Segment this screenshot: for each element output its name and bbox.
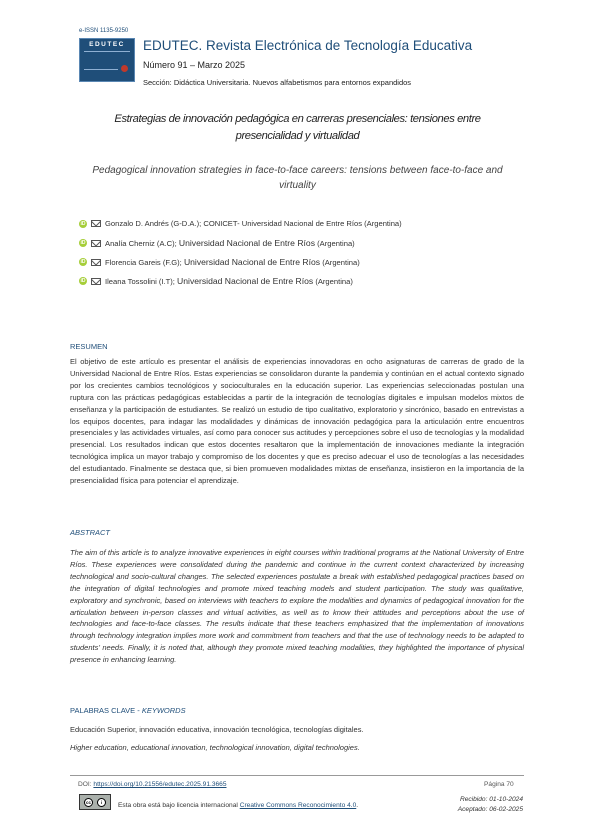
article-title-en: Pedagogical innovation strategies in face-to-face careers: tensions between face-to-face and virtuality: [92, 165, 503, 191]
author-3: [79, 257, 360, 267]
accepted-date: Aceptado: 06-02-2025: [457, 805, 523, 813]
keywords-heading-en: KEYWORDS: [141, 706, 186, 715]
logo-line-lower: [84, 69, 118, 70]
logo-dot-icon: [121, 65, 128, 72]
doi: [78, 781, 227, 788]
keywords-heading-es: PALABRAS CLAVE -: [70, 706, 140, 715]
email-icon[interactable]: [91, 259, 101, 266]
page-number: Página 70: [484, 781, 514, 788]
author-1-text: Gonzalo D. Andrés (G-D.A.); CONICET- Universidad Nacional de Entre Ríos (Argentina): [105, 219, 402, 228]
author-4-affiliation: Universidad Nacional de Entre Ríos: [177, 276, 314, 286]
author-4: [79, 276, 353, 286]
license-text: Esta obra está bajo licencia internacional: [118, 802, 238, 809]
keywords-en: Higher education, educational innovation, technological innovation, digital technologies.: [70, 743, 360, 752]
author-3-country: (Argentina): [322, 257, 360, 267]
by-icon: i: [97, 798, 106, 807]
email-icon[interactable]: [91, 240, 101, 247]
article-title-es: Estrategias de innovación pedagógica en carreras presenciales: tensiones entre presencialidad y virtualidad: [114, 113, 481, 142]
author-2-affiliation: Universidad Nacional de Entre Ríos: [178, 238, 316, 248]
email-icon[interactable]: [91, 278, 101, 285]
section-label: Sección: Didáctica Universitaria. Nuevos alfabetismos para entornos expandidos: [143, 78, 412, 87]
journal-logo: [79, 38, 135, 82]
footer-divider: [70, 775, 524, 776]
received-date: Recibido: 01-10-2024: [459, 796, 523, 803]
issue-number: Número 91 – Marzo 2025: [143, 60, 246, 70]
orcid-icon[interactable]: iD: [80, 240, 86, 246]
license: [118, 802, 358, 809]
issn: e-ISSN 1135-9250: [79, 28, 129, 34]
license-period: .: [356, 802, 359, 809]
dates: [458, 795, 523, 814]
cc-by-badge-icon[interactable]: [79, 794, 111, 810]
logo-text: EDUTEC: [89, 41, 125, 48]
author-2-country: (Argentina): [317, 238, 355, 248]
abstract-heading: ABSTRACT: [70, 528, 111, 537]
author-3-name: Florencia Gareis (F.G);: [105, 257, 182, 267]
license-link[interactable]: Creative Commons Reconocimiento 4.0: [239, 802, 357, 809]
cc-icon: cc: [85, 799, 91, 805]
logo-line: [84, 51, 130, 52]
doi-link[interactable]: https://doi.org/10.21556/edutec.2025.91.3665: [93, 781, 227, 788]
abstract-text: The aim of this article is to analyze innovative experiences in eight courses within traditional programs at the National University of Entre Ríos. These experiences were consolidated during the pandemic and continue in the current context characterized by increasing technological and socio-cultural changes. The selected experiences postulate a break with established pedagogical practices based on the integration of digital technologies and promote mixed teaching models and student participation. The study was qualitative, exploratory and synchronic, based on interviews with teachers to explore the modalities and dynamics of pedagogical innovation for the articulation between in-person classes and virtual activities, as well as to know their attitudes and perceptions about the use of technologies and face-to-face classes. The results indicate that these teachers emphasized that the implementation of innovations through technology integration implies more work and commitment from teachers and that the use of technology needs to be adapted to students’ needs. Finally, it is noted that, although they promote mixed teaching modalities, they highlighted the importance of physical presence in enhancing learning.: [70, 548, 524, 665]
author-4-name: Ileana Tossolini (I.T);: [105, 276, 175, 286]
author-1: [79, 219, 402, 228]
email-icon[interactable]: [91, 220, 101, 227]
doi-label: DOI:: [78, 781, 92, 788]
orcid-icon[interactable]: iD: [80, 220, 86, 227]
journal-title: EDUTEC. Revista Electrónica de Tecnología Educativa: [143, 38, 473, 53]
resumen-heading: RESUMEN: [70, 342, 108, 351]
author-3-affiliation: Universidad Nacional de Entre Ríos: [183, 257, 321, 267]
author-2: [79, 238, 355, 248]
keywords-heading: [70, 706, 186, 715]
orcid-icon[interactable]: iD: [80, 259, 86, 265]
author-2-name: Analía Cherniz (A.C);: [105, 238, 177, 248]
resumen-text: El objetivo de este artículo es presentar el análisis de experiencias innovadoras en ocho asignaturas de carreras de grado de la Universidad Nacional de Entre Ríos. Estas experiencias se consolidaron durante la pandemia y continúan en el actual contexto signado por los crecientes cambios tecnológicos y socioculturales en la educación superior. Las experiencias seleccionadas postulan una ruptura con las prácticas pedagógicas establecidas a partir de la integración de tecnologías digitales e impulsan modelos mixtos de enseñanza y la participación de estudiantes. Se realizó un estudio de tipo cualitativo, exploratorio y sincrónico, basado en entrevistas a los equipos docentes, para indagar las modalidades y dinámicas de innovación pedagógica para la articulación entre encuentros presenciales y las actividades virtuales, así como para conocer sus actitudes y percepciones sobre el uso de tecnologías y la modalidad presencial. Los resultados indican que estos docentes resaltaron que la implementación de innovaciones mediante la integración tecnológica implica un mayor trabajo y compromiso de los docentes y que es preciso adecuar el uso de tecnologías a las necesidades del estudiantado. Finalmente se destaca que, si bien promueven modalidades mixtas de enseñanza, insistieron en la importancia de la presencialidad física para potenciar el aprendizaje.: [70, 357, 524, 486]
orcid-icon[interactable]: iD: [80, 278, 86, 284]
author-4-country: (Argentina): [315, 276, 353, 286]
keywords-es: Educación Superior, innovación educativa, innovación tecnológica, tecnologías digitales.: [70, 725, 364, 734]
